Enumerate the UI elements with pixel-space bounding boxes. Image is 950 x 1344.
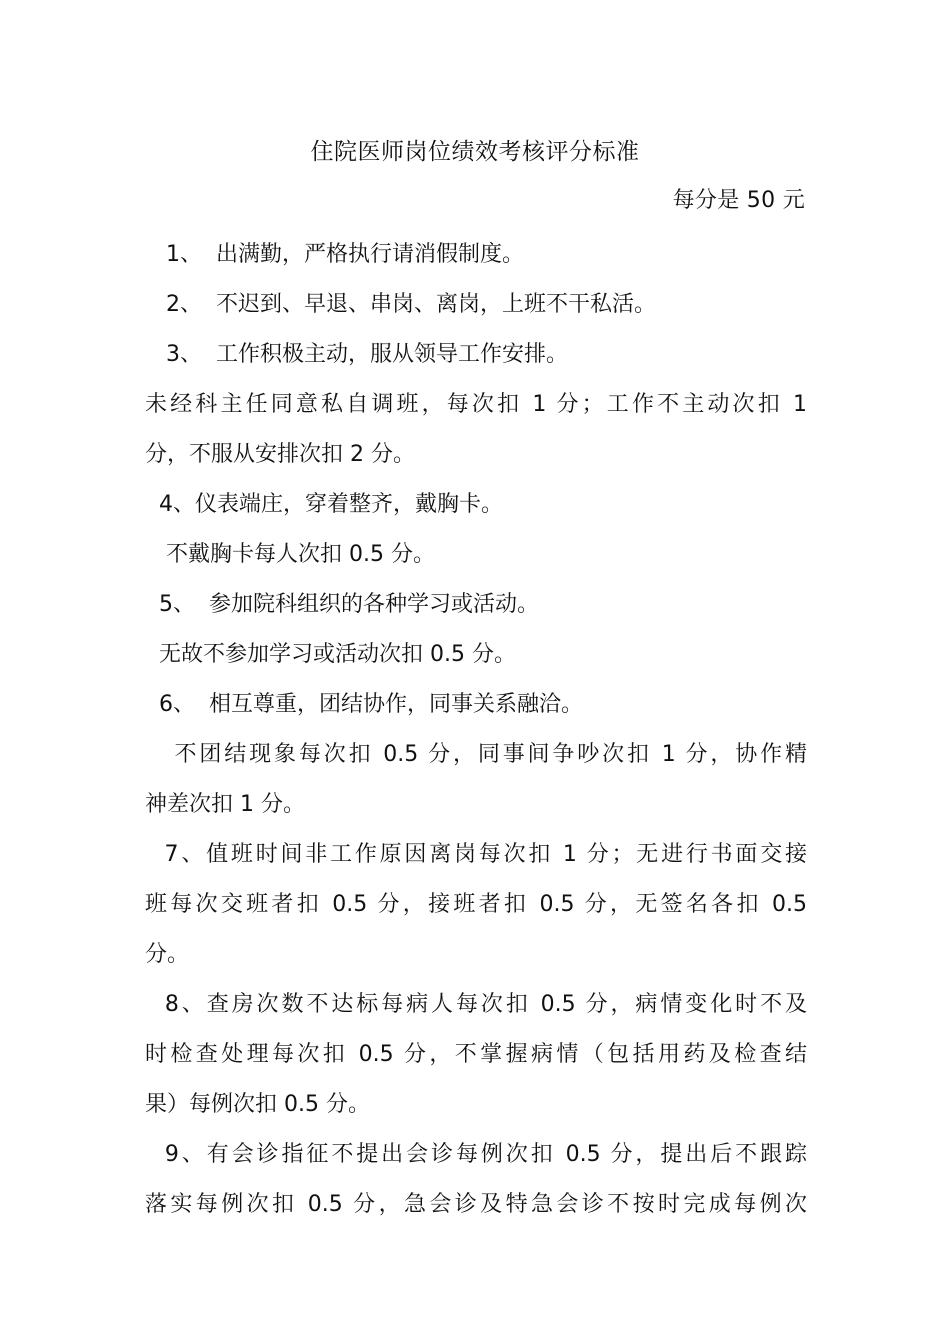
- text-line: 5、 参加院科组织的各种学习或活动。: [145, 592, 539, 617]
- text-line: 班每次交班者扣 0.5 分，接班者扣 0.5 分，无签名各扣 0.5: [145, 892, 807, 917]
- text-line: 9、有会诊指征不提出会诊每例次扣 0.5 分，提出后不跟踪: [145, 1142, 807, 1167]
- text-line: 无故不参加学习或活动次扣 0.5 分。: [145, 642, 516, 667]
- document-body: [145, 230, 807, 1230]
- text-line: 7、值班时间非工作原因离岗每次扣 1 分；无进行书面交接: [145, 842, 807, 867]
- text-line: 不戴胸卡每人次扣 0.5 分。: [145, 542, 435, 567]
- text-line: 落实每例次扣 0.5 分，急会诊及特急会诊不按时完成每例次: [145, 1192, 807, 1217]
- text-line: 1、 出满勤，严格执行请消假制度。: [145, 242, 524, 267]
- text-line: 8、查房次数不达标每病人每次扣 0.5 分，病情变化时不及: [145, 992, 807, 1017]
- document-title: 住院医师岗位绩效考核评分标准: [310, 139, 640, 165]
- text-line: 2、 不迟到、早退、串岗、离岗，上班不干私活。: [145, 292, 656, 317]
- text-line: 3、 工作积极主动，服从领导工作安排。: [145, 342, 568, 367]
- text-line: 6、 相互尊重，团结协作，同事关系融洽。: [145, 692, 583, 717]
- text-line: 果）每例次扣 0.5 分。: [145, 1092, 370, 1117]
- text-line: 不团结现象每次扣 0.5 分，同事间争吵次扣 1 分，协作精: [145, 742, 807, 767]
- text-line: 未经科主任同意私自调班，每次扣 1 分；工作不主动次扣 1: [145, 392, 807, 417]
- text-line: 神差次扣 1 分。: [145, 792, 305, 817]
- text-line: 分。: [145, 942, 190, 967]
- text-line: 4、仪表端庄，穿着整齐，戴胸卡。: [145, 492, 503, 517]
- rate-note: 每分是 50 元: [672, 188, 805, 213]
- text-line: 分，不服从安排次扣 2 分。: [145, 442, 415, 467]
- text-line: 时检查处理每次扣 0.5 分，不掌握病情（包括用药及检查结: [145, 1042, 807, 1067]
